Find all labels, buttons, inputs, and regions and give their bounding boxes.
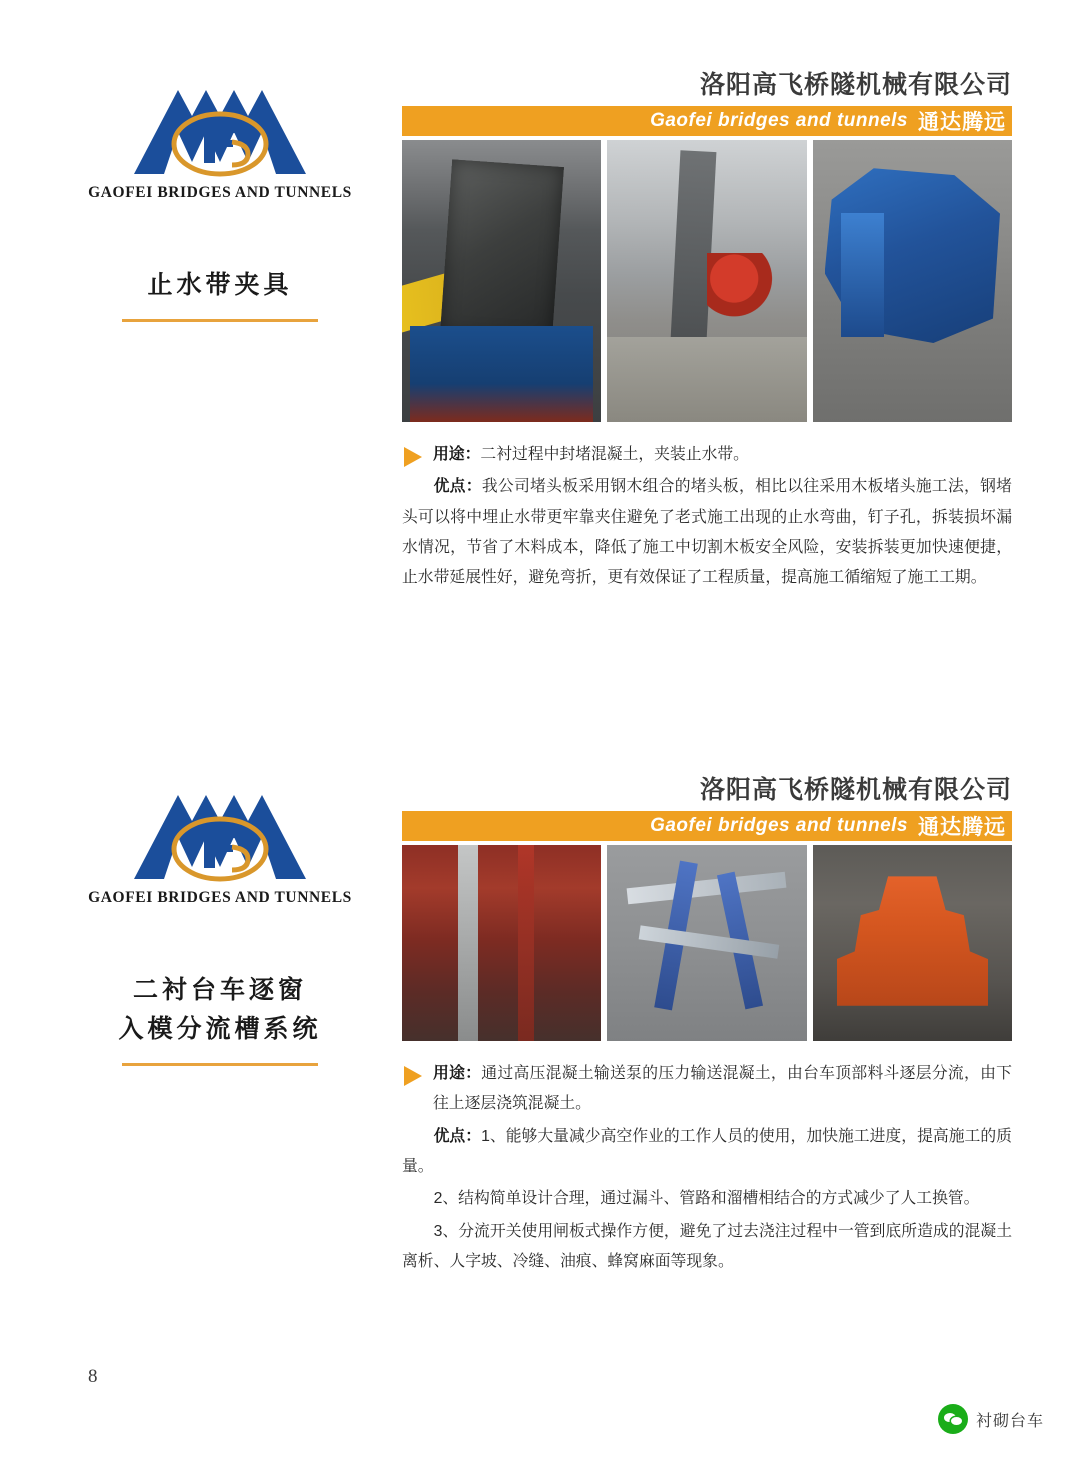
photo-detail-overlay — [440, 159, 564, 341]
usage-paragraph-2 — [433, 1059, 1012, 1120]
banner-english-2: Gaofei bridges and tunnels — [650, 815, 908, 836]
advantage-label: 优点： — [433, 478, 482, 496]
advantage-label-2: 优点： — [433, 1127, 482, 1145]
title-underline — [122, 319, 318, 322]
photo-worker-installing-clamp — [607, 140, 806, 422]
logo-caption: GAOFEI BRIDGES AND TUNNELS — [88, 184, 352, 201]
advantage-paragraph-0 — [402, 472, 1012, 593]
photo-blue-clamp-components — [813, 140, 1012, 422]
section-left-column-2 — [60, 775, 380, 1066]
product-section-waterstop-clamp — [0, 70, 1080, 670]
usage-line-2 — [402, 1059, 1012, 1122]
product-title-2 — [60, 971, 380, 1049]
advantage-paragraph-2-2: 3、分流开关使用闸板式操作方便，避免了过去浇注过程中一管到底所造成的混凝土离析、人字坡、冷缝、油痕、蜂窝麻面等现象。 — [402, 1222, 1012, 1270]
product-title-line1: 止水带夹具 — [147, 271, 293, 299]
banner-chinese: 通达腾远 — [918, 111, 1006, 134]
logo-mark-icon-2 — [120, 775, 320, 885]
photo-strip — [402, 140, 1012, 422]
section-right-column-2 — [402, 775, 1012, 1279]
product-title — [60, 266, 380, 305]
usage-label-2: 用途： — [433, 1065, 482, 1082]
product-title-2-line1: 二衬台车逐窗 — [132, 976, 307, 1004]
usage-paragraph — [433, 440, 749, 470]
photo-orange-hopper — [813, 845, 1012, 1041]
usage-label: 用途： — [433, 446, 481, 463]
brand-banner-2 — [402, 811, 1012, 841]
advantage-paragraph-2-0 — [402, 1122, 1012, 1183]
section-left-column — [60, 70, 380, 322]
banner-english: Gaofei bridges and tunnels — [650, 110, 908, 131]
product-section-lining-trolley-chute — [0, 775, 1080, 1335]
page-number: 8 — [88, 1366, 98, 1387]
photo-steel-formwork-bulkhead — [402, 140, 601, 422]
logo-caption-2: GAOFEI BRIDGES AND TUNNELS — [88, 889, 352, 906]
wechat-account — [938, 1404, 1044, 1434]
banner-chinese-2: 通达腾远 — [918, 816, 1006, 839]
photo-ground-overlay — [607, 337, 806, 422]
company-logo-2 — [80, 775, 360, 907]
triangle-bullet-icon-2 — [402, 1065, 424, 1087]
wechat-icon — [938, 1404, 968, 1434]
company-name: 洛阳高飞桥隧机械有限公司 — [699, 71, 1012, 99]
product-title-2-line2: 入模分流槽系统 — [118, 1014, 322, 1043]
advantage-paragraph-2-1: 2、结构简单设计合理，通过漏斗、管路和溜槽相结合的方式减少了人工换管。 — [433, 1190, 980, 1208]
usage-line — [402, 440, 1012, 472]
logo-mark-icon — [120, 70, 320, 180]
photo-chute-3d-model — [607, 845, 806, 1041]
photo-model-arm-right — [717, 872, 763, 1010]
wechat-label: 衬砌台车 — [975, 1412, 1044, 1430]
advantage-text-2-0: 1、能够大量减少高空作业的工作人员的使用，加快施工进度，提高施工的质量。 — [402, 1127, 1012, 1175]
photo-strip-2 — [402, 845, 1012, 1041]
usage-text-2: 通过高压混凝土输送泵的压力输送混凝土，由台车顶部料斗逐层分流，由下往上逐层浇筑混凝土。 — [433, 1065, 1012, 1113]
section-copy — [402, 440, 1012, 594]
usage-text: 二衬过程中封堵混凝土，夹装止水带。 — [480, 446, 749, 463]
triangle-bullet-icon — [402, 446, 424, 468]
brand-banner — [402, 106, 1012, 136]
title-underline-2 — [122, 1063, 318, 1066]
photo-model-arm-left — [654, 860, 698, 1010]
section-copy-2 — [402, 1059, 1012, 1277]
company-name-2: 洛阳高飞桥隧机械有限公司 — [699, 776, 1012, 804]
company-logo — [80, 70, 360, 202]
section-right-column — [402, 70, 1012, 596]
photo-trolley-scaffold-onsite — [402, 845, 601, 1041]
advantage-text-0: 我公司堵头板采用钢木组合的堵头板，相比以往采用木板堵头施工法，钢堵头可以将中埋止水带更牢靠夹住避免了老式施工出现的止水弯曲，钉子孔，拆装损坏漏水情况，节省了木料成本，降低了施工中切割木板安全风险，安装拆装更加快速便捷，止水带延展性好，避免弯折，更有效保证了工程质量，提高施工循缩短了施工工期。 — [402, 478, 1012, 587]
